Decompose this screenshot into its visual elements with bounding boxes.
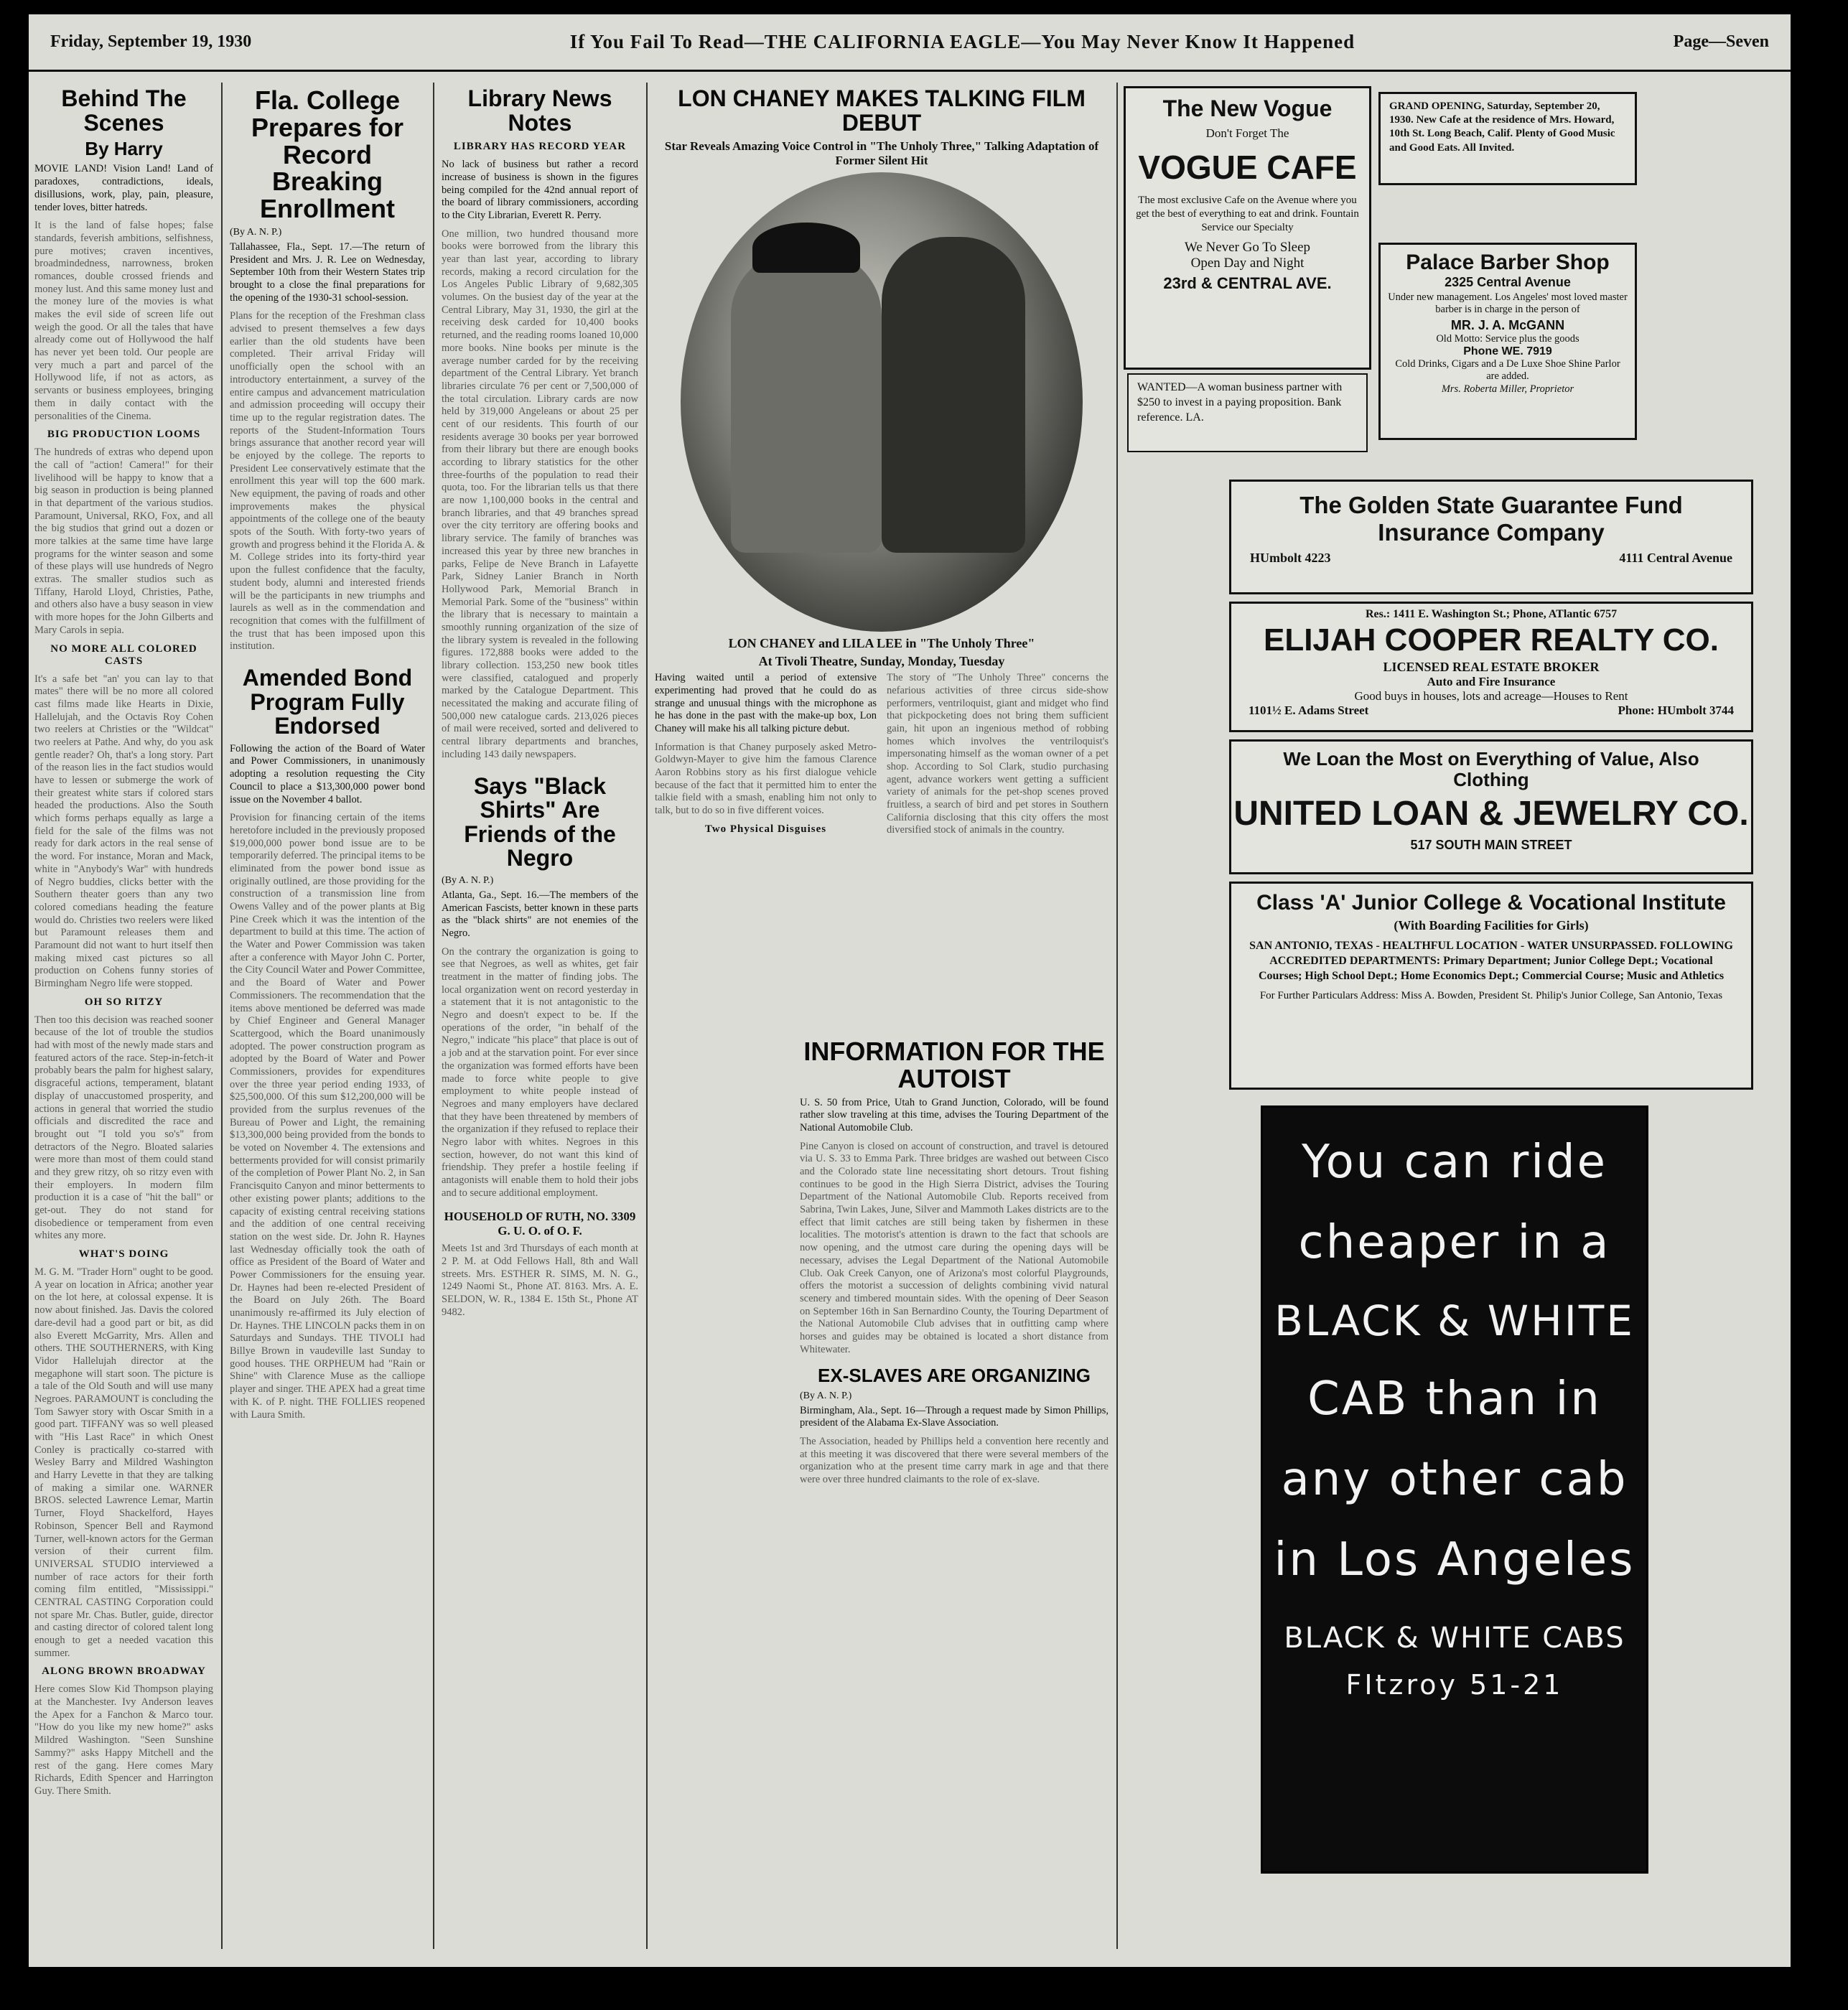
- byline-harry: By Harry: [85, 138, 163, 160]
- headline-behind-the-scenes: Behind The Scenes: [61, 85, 187, 136]
- ad-junior-college: [1229, 882, 1753, 1090]
- section-oh-so-ritzy: OH SO RITZY: [84, 996, 164, 1008]
- barber-line3: Cold Drinks, Cigars and a De Luxe Shoe Shine Parlor are added.: [1395, 357, 1620, 383]
- article-body-chaney: Information is that Chaney purposely asked Metro-Goldwyn-Mayer to give him the famous Clarence Aaron Robbins story as his first dialogue vehicle because of the fact that it permitted him to enter the talkie field with a smash, enabling him not only to talk, but to do so in five different voices.: [655, 741, 877, 817]
- page-number: Page—Seven: [1673, 32, 1769, 51]
- masthead: [29, 14, 1791, 72]
- headline-bond-program: Amended Bond Program Fully Endorsed: [242, 664, 413, 739]
- article-lead-library: No lack of business but rather a record increase of business is shown in the figures being compiled for the 42nd annual report of the board of library commissioners, according to the City Librarian, Everett R. Perry.: [442, 159, 638, 221]
- vogue-slogan: We Never Go To Sleep: [1184, 240, 1311, 256]
- vogue-name: VOGUE CAFE: [1138, 149, 1357, 186]
- headline-lon-chaney: LON CHANEY MAKES TALKING FILM DEBUT: [678, 85, 1086, 136]
- photo-lon-chaney-lila-lee: [681, 172, 1083, 632]
- chaney-article-columns: [655, 672, 1109, 841]
- column-rule: [1116, 83, 1118, 1949]
- loan-name: UNITED LOAN & JEWELRY CO.: [1233, 795, 1749, 833]
- college-sub: (With Boarding Facilities for Girls): [1394, 918, 1589, 932]
- grand-opening-text: GRAND OPENING, Saturday, September 20, 1930. New Cafe at the residence of Mrs. Howard, 10th St. Long Beach, Calif. Plenty of Good Music and Good Eats. All Invited.: [1389, 100, 1615, 154]
- section-brown-broadway: ALONG BROWN BROADWAY: [42, 1665, 206, 1678]
- vogue-tagline: Don't Forget The: [1205, 126, 1289, 140]
- article-body-bond: Provision for financing certain of the items heretofore included in the previously proposed $19,000,000 power bond issue are to be temporarily deferred. The principal items to be eliminated from the power bond issue as originally outlined, are those providing for the construction of a transmission line from Owens Valley and of the power plants at Big Pine Creek which it was the intention of the department to build at this time. The action of the Water and Power Commission was taken after a conference with Mayor John C. Porter, the City Council Water and Power Committee, and the Board of Water and Power Commissioners. The recommendation that the items above mentioned be deferred was made by Chief Engineer and General Manager Scattergood, which the Board unanimously adopted. The power construction program as adopted by the Board of Water and Power Commissioners, provides for expenditures over the three year period ending 1933, of $25,500,000. Of this sum $12,200,000 will be provided from the surplus revenues of the Bureau of Power and Light, the remaining $13,300,000 being provided from the bonds to be voted on November 4. The extensions and betterments provided for will consist primarily of the completion of Power Plant No. 2, in San Francisquito Canyon and minor betterments to other existing power plants; additions to the capacity of existing central receiving stations and the addition of one central receiving station on the west side. Dr. John R. Haynes last Wednesday officially took the oath of office as President of the Board of Water and Power Commissioners for the ensuing year. Dr. Haynes had been re-elected President of the Board on July 26th. The Board unanimously re-affirmed its July election of Dr. Haynes. THE LINCOLN packs them in on Saturdays and Sundays. THE TIVOLI had Billye Brown in vaudeville last Sunday to good houses. THE ORPHEUM had "Rain or Shine" with Clarence Muse as the calliope player and singer. THE APEX had a great time with K. of P. night. THE FOLLIES reopened with Laura Smith.: [230, 812, 425, 1421]
- cab-line1: You can ride: [1301, 1136, 1608, 1189]
- column-rule: [221, 83, 223, 1949]
- cooper-license: LICENSED REAL ESTATE BROKER: [1383, 660, 1600, 674]
- ad-wanted: [1127, 373, 1368, 452]
- cab-line4: CAB than in: [1307, 1373, 1602, 1426]
- ad-vogue-cafe: [1124, 86, 1371, 370]
- column-rule: [646, 83, 648, 1949]
- ad-palace-barber: [1378, 243, 1637, 440]
- golden-state-name: The Golden State Guarantee Fund Insurance Company: [1299, 492, 1683, 546]
- chaney-article-col-2: [887, 672, 1109, 841]
- cooper-res: Res.: 1411 E. Washington St.; Phone, ATlantic 6757: [1365, 608, 1618, 620]
- barber-name: Palace Barber Shop: [1406, 251, 1610, 274]
- headline-library: Library News Notes: [467, 85, 612, 136]
- notice-household-of-ruth: HOUSEHOLD OF RUTH, NO. 3309 G. U. O. of O. F.: [444, 1210, 636, 1238]
- golden-state-address: 4111 Central Avenue: [1619, 550, 1732, 565]
- byline-anp-2: (By A. N. P.): [442, 874, 494, 886]
- ad-elijah-cooper: [1229, 602, 1753, 732]
- college-contact: For Further Particulars Address: Miss A. Bowden, President St. Philip's Junior College, San Antonio, Texas: [1259, 990, 1723, 1002]
- wanted-text: WANTED—A woman business partner with $250 to invest in a paying proposition. Bank reference. LA.: [1137, 381, 1343, 424]
- column-rule: [433, 83, 434, 1949]
- article-body-black-shirts: On the contrary the organization is going to see that Negroes, as well as whites, get fair treatment in the matter of finding jobs. The local organization went on record yesterday in a statement that it is not antagonistic to the Negro and doesn't expect to be. If the operations of the order, "in behalf of the Negro," indicate "his place" that place is out of a job and at the starvation point. For ever since the organization was formed efforts have been made to force white people to give employment to white people instead of Negroes and many employers have declared that they have been threatened by members of the organization if they refused to replace their Negro labor with whites. Negroes in this section, however, do not want this kind of friendship. They prefer a hostile feeling if antagonists will enable them to hold their jobs and to secure additional employment.: [442, 945, 638, 1199]
- section-physical-disguises: Two Physical Disguises: [704, 823, 827, 835]
- article-body-2: The hundreds of extras who depend upon the call of "action! Camera!" for their livelihood will be happy to know that a big season in production is being planned in that department of the various studios. Paramount, Universal, RKO, Fox, and all the big studios that grind out a dozen or more talkies at the same time have large programs for the winter season and some of these plays will use hundreds of Negro extras. The smaller studios such as Tiffany, Harold Lloyd, Christies, Pathe, and others also have a busy season in view with more hopes for the John Gilberts and Mary Carols in sepia.: [34, 447, 213, 636]
- loan-address: 517 SOUTH MAIN STREET: [1410, 838, 1572, 853]
- golden-state-contact: [1231, 546, 1751, 570]
- article-intro: MOVIE LAND! Vision Land! Land of paradoxes, contradictions, ideals, disillusions, work, play, pain, pleasure, tender loves, bitter hatreds.: [34, 163, 213, 213]
- golden-state-phone: HUmbolt 4223: [1250, 550, 1331, 565]
- article-lead-ex-slaves: Birmingham, Ala., Sept. 16—Through a request made by Simon Phillips, president of the Alabama Ex-Slave Association.: [800, 1404, 1109, 1429]
- loan-line1: We Loan the Most on Everything of Value, Also Clothing: [1283, 748, 1699, 790]
- headline-autoist: INFORMATION FOR THE AUTOIST: [803, 1037, 1105, 1093]
- article-lead-black-shirts: Atlanta, Ga., Sept. 16.—The members of the American Fascists, better known in these parts as the "black shirts" are not enemies of the Negro.: [442, 889, 638, 939]
- article-lead-autoist: U. S. 50 from Price, Utah to Grand Junction, Colorado, will be found rather slow traveling at this time, advises the Touring Department of the National Automobile Club.: [800, 1096, 1109, 1133]
- barber-phone: Phone WE. 7919: [1463, 345, 1552, 357]
- ad-grand-opening: [1378, 92, 1637, 185]
- vogue-body: The most exclusive Cafe on the Avenue where you get the best of everything to eat and drink. Fountain Service our Specialty: [1136, 195, 1359, 233]
- article-body-college: Plans for the reception of the Freshman class advised to present themselves a few days earlier than the old students have been completed. Their arrival Friday will unofficially open the school with an introductory entertainment, a survey of the entire campus and advancement matriculation and admission proceeding will occupy their time up to the regular registration dates. The reports of the Student-Information Tours brings assurance that another record year will be enjoyed by the college. The reports to President Lee conservatively estimate that the enrollment this year will top the 600 mark. New equipment, the paving of roads and other improvements makes the physical appointments of the college one of the beauty spots of the South. With forty-two years of growth and progress behind it the Florida A. & M. College strides into its forty-third year upon the fullest confidence that the faculty, student body, alumni and interested friends will be the participants in new triumphs and laurels as well as in the commendation and recognition that comes with the fulfillment of the trust that has been imposed upon this institution.: [230, 310, 425, 653]
- barber-owner: MR. J. A. McGANN: [1450, 317, 1565, 332]
- cooper-contact: [1231, 704, 1751, 718]
- cooper-phone: Phone: HUmbolt 3744: [1618, 704, 1734, 717]
- column-fla-college: [224, 83, 431, 1949]
- cab-phone: FItzroy 51-21: [1345, 1669, 1564, 1701]
- newspaper-page: [29, 14, 1791, 1967]
- subhead-lon-chaney: Star Reveals Amazing Voice Control in "The Unholy Three," Talking Adaptation of Former Silent Hit: [664, 139, 1099, 168]
- issue-date: Friday, September 19, 1930: [50, 32, 252, 51]
- photo-caption: LON CHANEY and LILA LEE in "The Unholy Three": [728, 636, 1035, 651]
- article-body-library: One million, two hundred thousand more books were borrowed from the library this year than last year, according to library records, making a record circulation for the Los Angeles Public Library of 9,682,305 volumes. On the busiest day of the year at the Central Library, May 31, 1930, the girl at the receiving desk carded for 10,400 books returned, and the reading rooms loaned 10,000 more books. Nine books per minute is the average number carded for by the receiving department of the Central Library. Yet branch libraries circulate 76 per cent or 7,500,000 of the total circulation. Library cards are now held by 319,000 Angeleans or about 25 per cent of our residents. This fourth of our residents average 30 books per year borrowed from their library but there are enough books according to library statistics for the other three-fourths of the population to read their quota, too. For the librarian tells us that there are now 1,100,000 books in the central and branch libraries, and that 49 branches spread over the city territory are offering books and library service. The family of branches was increased this year by three new branches in parks, Felipe de Neve Branch in Lafayette Park, Sidney Lanier Branch in North Hollywood Park, Memorial Branch in Memorial Park. Some of the "business" within the library that is necessary to maintain a smoothly running organization of the size of the library system is revealed in the following figures. 172,888 books were added to the library collection. 153,250 new book titles were classified, catalogued and properly marked by the Catalogue Department. This necessitated the making and accurate filing of 500,000 new catalogue cards. 213,026 pieces of mail were received, sorted and delivered to central library departments and branches, including 143 daily newspapers.: [442, 228, 638, 760]
- cooper-address: 1101½ E. Adams Street: [1249, 704, 1369, 717]
- cab-line2: cheaper in a: [1298, 1216, 1611, 1269]
- headline-black-shirts: Says "Black Shirts" Are Friends of the Negro: [464, 772, 616, 871]
- article-body-ex-slaves: The Association, headed by Phillips held a convention here recently and at this meeting it was discovered that there were several members of the organization who at the present time carry mark in age and that there were over three hundred claimants to the role of ex-slave.: [800, 1436, 1109, 1486]
- vogue-address: 23rd & CENTRAL AVE.: [1163, 274, 1332, 293]
- notice-body: Meets 1st and 3rd Thursdays of each month at 2 P. M. at Odd Fellows Hall, 8th and Wall streets. Mrs. ESTHER R. SIMS, M. N. G., 1249 Naomi St., Phone AT. 8163. Mrs. A. E. SELDON, W. R., 1384 E. 15th St., Phone AT 9482.: [442, 1243, 638, 1318]
- cooper-buys: Good buys in houses, lots and acreage—Houses to Rent: [1354, 689, 1628, 703]
- college-name: Class 'A' Junior College & Vocational Institute: [1256, 891, 1726, 915]
- article-body-4: Then too this decision was reached sooner because of the lot of trouble the studios had with most of the newly made stars and featured actors of the race. Step-in-fetch-it probably bears the palm for highest salary, disgraceful actions, temperament, blatant display of unaccustomed prosperity, and actions in general that worried the studio officials and discredited the race and brought out "I told you so's" from detractors of the Negro. Bloated salaries were more than most of them could stand and they grew ritzy, oh so ritzy even with their employers. In modern film production it is a case of "hit the ball" or get-out. They do not stand for disobedience or temperament from even whites any more.: [34, 1014, 213, 1242]
- cab-line3: BLACK & WHITE: [1274, 1296, 1635, 1345]
- ad-united-loan: [1229, 739, 1753, 874]
- byline-anp-3: (By A. N. P.): [800, 1390, 852, 1401]
- article-body-chaney-2: The story of "The Unholy Three" concerns the nefarious activities of three circus side-show performers, ventriloquist, giant and midget who find that pickpocketing does not bring them sufficient gain, hit upon an ingenious method of robbing homes which involves the ventriloquist's impersonating himself as the woman owner of a pet shop. According to Sol Clark, studio purchasing agent, advance workers went getting a sufficient variety of animals for the pet-shop scenes proved fruitless, a search of bird and pet stores in Southern California disclosing that this city offers the most diversified stock of animals in the country.: [887, 672, 1109, 836]
- column-library: [436, 83, 644, 1949]
- article-body-3: It's a safe bet "an' you can lay to that mates" there will be no more all colored cast films made like Hearts in Dixie, Hallelujah, and the Octavis Roy Cohen two reelers at Christies or the "Wildcat" two reelers at Pathe. And why, do you ask gentle reader? Oh, that's a long story. Part of the reason lies in the fact studios would have to lessen or submerge the work of their greatest white stars if colored stars headed the productions. Also the South which forms perhaps equally as large a field for the sale of the films was not ready for dark actors in the real sense of the word. For instance, Moran and Mack, white in "Anybody's War" with hundreds of Negro buddies, clicks better with the Southern theater goers than any two colored comedians heading the feature would do. Christies two reelers were liked but Paramount releases them and Paramount did not want to hurt itself then making mixed cast pictures so all production on Cohens funny stories of Birmingham Negro life were stopped.: [34, 673, 213, 990]
- section-library-record: LIBRARY HAS RECORD YEAR: [453, 141, 627, 153]
- barber-line1: Under new management. Los Angeles' most loved master barber is in charge in the person of: [1388, 291, 1628, 316]
- article-body-5: M. G. M. "Trader Horn" ought to be good. A year on location in Africa; another year on the lot here, at colossal expense. It is now about finished. Jas. Davis the colored dare-devil had a good part or bit, as did also Everett McGarrity, Mrs. Allen and others. THE SOUTHERNERS, with King Vidor Hallelujah director at the megaphone will start soon. The picture is a tale of the Old South and will use many Negroes. PARAMOUNT is concluding the Tom Sawyer story with Oscar Smith in a good part. TIFFANY was so well pleased with "His Last Race" in which Onest Conley is practically co-starred with Wesley Barry and Mildred Washington and Harry Levette in that they are talking of making a similar one. WARNER BROS. selected Lawrence Lemar, Martin Turner, Floyd Shackelford, Hayes Robinson, Spencer Bell and Raymond Turner, well-known actors for the German version of their current film. UNIVERSAL STUDIO interviewed a number of race actors for their forth coming film entitled, "Mississippi." CENTRAL CASTING Corporation could not spare Mr. Chas. Butler, guide, director and casting director of colored talent long enough to get a needed vacation this summer.: [34, 1266, 213, 1659]
- chaney-article-col-1: [655, 672, 877, 841]
- banner: If You Fail To Read—THE CALIFORNIA EAGLE—You May Never Know It Happened: [569, 31, 1355, 52]
- college-body: SAN ANTONIO, TEXAS - HEALTHFUL LOCATION - WATER UNSURPASSED. FOLLOWING ACCREDITED DEPARTMENTS: Primary Department; Junior College Dept.; Vocational Courses; High School Dept.; Home Economics Dept.; Commercial Course; Music and Athletics: [1249, 940, 1733, 982]
- feature-lon-chaney: [649, 83, 1114, 1030]
- column-behind-the-scenes: [29, 83, 219, 1949]
- photo-figure-lila-lee: [882, 237, 1025, 553]
- section-no-more-casts: NO MORE ALL COLORED CASTS: [50, 642, 197, 667]
- article-lead-bond: Following the action of the Board of Water and Power Commissioners, in unanimously adopting a resolution requesting the City Council to place a $13,300,000 power bond issue on the November 4 ballot.: [230, 742, 425, 805]
- photo-caption-theatre: At Tivoli Theatre, Sunday, Monday, Tuesday: [758, 654, 1005, 669]
- barber-proprietor: Mrs. Roberta Miller, Proprietor: [1441, 383, 1574, 395]
- column-autoist: [790, 1034, 1114, 1945]
- vogue-title: The New Vogue: [1162, 95, 1333, 121]
- cab-line5: any other cab: [1281, 1453, 1628, 1506]
- headline-ex-slaves: EX-SLAVES ARE ORGANIZING: [818, 1365, 1091, 1387]
- ad-golden-state: [1229, 480, 1753, 594]
- article-body-autoist: Pine Canyon is closed on account of construction, and travel is detoured via U. S. 33 to Emma Park. Three bridges are washed out between Cisco and the Colorado state line necessitating short detours. Trout fishing continues to be good in the High Sierra District, advises the Touring Department of the National Automobile Club. Reports received from Sabrina, Twin Lakes, June, Silver and Mammoth Lakes districts are to the effect that limit catches are still being taken by fishermen in these localities. The motorist's attention is drawn to the fact that schools are now opening, and the utmost care during the opening days will be necessary, advises the Legal Department of the National Automobile Club. Oak Creek Canyon, one of Arizona's most colorful Playgrounds, offers the motorist a succession of delights combining vivid natural scenery and timbered mountain sides. With the opening of Deer Season on September 16th in San Bernardino County, the Touring Department of the National Automobile Club advises that in outfitting camp where horses and guides may be obtained is located a short distance from Whitewater.: [800, 1140, 1109, 1355]
- cooper-name: ELIJAH COOPER REALTY CO.: [1263, 622, 1719, 658]
- section-whats-doing: WHAT'S DOING: [78, 1248, 169, 1261]
- cab-line6: in Los Angeles: [1274, 1533, 1635, 1586]
- photo-hat: [752, 223, 860, 273]
- article-body-6: Here comes Slow Kid Thompson playing at the Manchester. Ivy Anderson leaves the Apex for a Fanchon & Marco tour. "How do you like my new home?" asks Mildred Washington. "Seen Sunshine Sammy?" asks Happy Mitchell and the rest of the gang. Here comes Mary Richards, Edith Spencer and Harrington Guy. There Smith.: [34, 1683, 213, 1797]
- cab-company: BLACK & WHITE CABS: [1284, 1622, 1625, 1655]
- barber-address: 2325 Central Avenue: [1445, 275, 1571, 289]
- photo-figure-chaney: [731, 251, 882, 553]
- article-lead-chaney: Having waited until a period of extensive experimenting had proved that he could do as strange and unusual things with the microphone as he has done in the past with the make-up box, Lon Chaney will make his all talking picture debut.: [655, 672, 877, 734]
- byline-anp: (By A. N. P.): [230, 226, 282, 238]
- section-big-production: BIG PRODUCTION LOOMS: [47, 429, 201, 441]
- headline-fla-college: Fla. College Prepares for Record Breaking Enrollment: [251, 85, 404, 224]
- vogue-hours: Open Day and Night: [1190, 256, 1305, 271]
- article-lead-college: Tallahassee, Fla., Sept. 17.—The return of President and Mrs. J. R. Lee on Wednesday, September 10th from their Western States trip brought to a close the final preparations for the opening of the 1930-31 school-session.: [230, 240, 425, 304]
- article-body: It is the land of false hopes; false standards, feverish ambitions, selfishness, pure motives; craven incentives, broadmindedness, narrowness, broken romances, double crossed friends and money lust. And this same money lust and the money lure of the movies is what makes the evil side of screen life out weigh the good. Or all the tales that have already come out of Hollywood the half has never yet been told. Our people are very much a part and parcel of the Hollywood life, if not as actors, as servants or business employees, bringing them in daily contact with the personalities of the Cinema.: [34, 220, 213, 422]
- barber-line2: Old Motto: Service plus the goods: [1436, 332, 1579, 345]
- ad-black-white-cab: [1261, 1106, 1648, 1874]
- cooper-insurance: Auto and Fire Insurance: [1427, 675, 1556, 688]
